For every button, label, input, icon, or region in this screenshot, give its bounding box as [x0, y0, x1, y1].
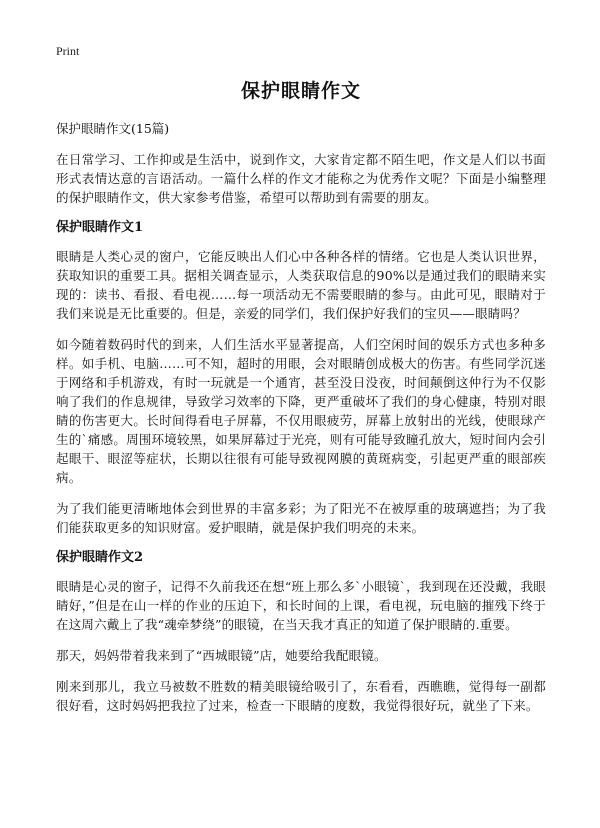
print-link[interactable]: Print — [56, 44, 80, 58]
document-content — [56, 120, 546, 727]
section-2-paragraph-2: 那天，妈妈带着我来到了“西城眼镜”店，她要给我配眼镜。 — [56, 648, 387, 663]
document-subtitle: 保护眼睛作文(15篇) — [56, 121, 170, 136]
intro-paragraph: 在日常学习、工作抑或是生活中，说到作文，大家肯定都不陌生吧，作文是人们以书面形式表情达意的言语活动。一篇什么样的作文才能称之为优秀作文呢？下面是小编整理的保护眼睛作文，供大家参考借鉴，希望可以帮助到有需要的朋友。 — [56, 152, 546, 205]
section-2-paragraph-1: 眼睛是心灵的窗子，记得不久前我还在想“班上那么多`小眼镜`，我到现在还没戴，我眼睛好，”但是在山一样的作业的压迫下，和长时间的上课，看电视，玩电脑的摧残下终于在这周六戴上了我“魂牵梦绕”的眼镜，在当天我才真正的知道了保护眼睛的.重要。 — [56, 579, 546, 632]
section-1-paragraph-2: 如今随着数码时代的到来，人们生活水平显著提高，人们空闲时间的娱乐方式也多种多样。如手机、电脑……可不知，超时的用眼，会对眼睛创成极大的伤害。有些同学沉迷于网络和手机游戏，有时一玩就是一个通宵，甚至没日没夜，时间颠倒这仲行为不仅影响了我们的作息规律，导致学习效率的下降，更严重破坏了我们的身心健康，特别对眼睛的伤害更大。长时间得看电子屏幕，不仅用眼疲劳，屏幕上放射出的光线，使眼球产生的`痛感。周围环境较黑，如果屏幕过于光亮，则有可能导致瞳孔放大，短时间内会引起眼干、眼涩等症状，长期以往很有可能导致视网膜的黄斑病变，引起更严重的眼部疾病。 — [56, 337, 546, 485]
section-heading-1: 保护眼睛作文1 — [56, 220, 144, 235]
document-title: 保护眼睛作文 — [240, 80, 361, 102]
section-1-paragraph-3: 为了我们能更清晰地体会到世界的丰富多彩；为了阳光不在被厚重的玻璃遮挡；为了我们能获取更多的知识财富。爱护眼睛，就是保护我们明亮的未来。 — [56, 501, 546, 535]
section-1-paragraph-1: 眼睛是人类心灵的窗户，它能反映出人们心中各种各样的情绪。它也是人类认识世界，获取知识的重要工具。据相关调查显示，人类获取信息的90%以是通过我们的眼睛来实现的：读书、看报、看电视……每一项活动无不需要眼睛的参与。由此可见，眼睛对于我们来说是无比重要的。但是，亲爱的同学们，我们保护好我们的宝贝——眼睛吗？ — [56, 249, 546, 321]
section-heading-2: 保护眼睛作文2 — [56, 550, 144, 565]
section-2-paragraph-3: 刚来到那儿，我立马被数不胜数的精美眼镜给吸引了，东看看，西瞧瞧，觉得每一副都很好看，这时妈妈把我拉了过来，检查一下眼睛的度数，我觉得很好玩，就坐了下来。 — [56, 679, 546, 713]
